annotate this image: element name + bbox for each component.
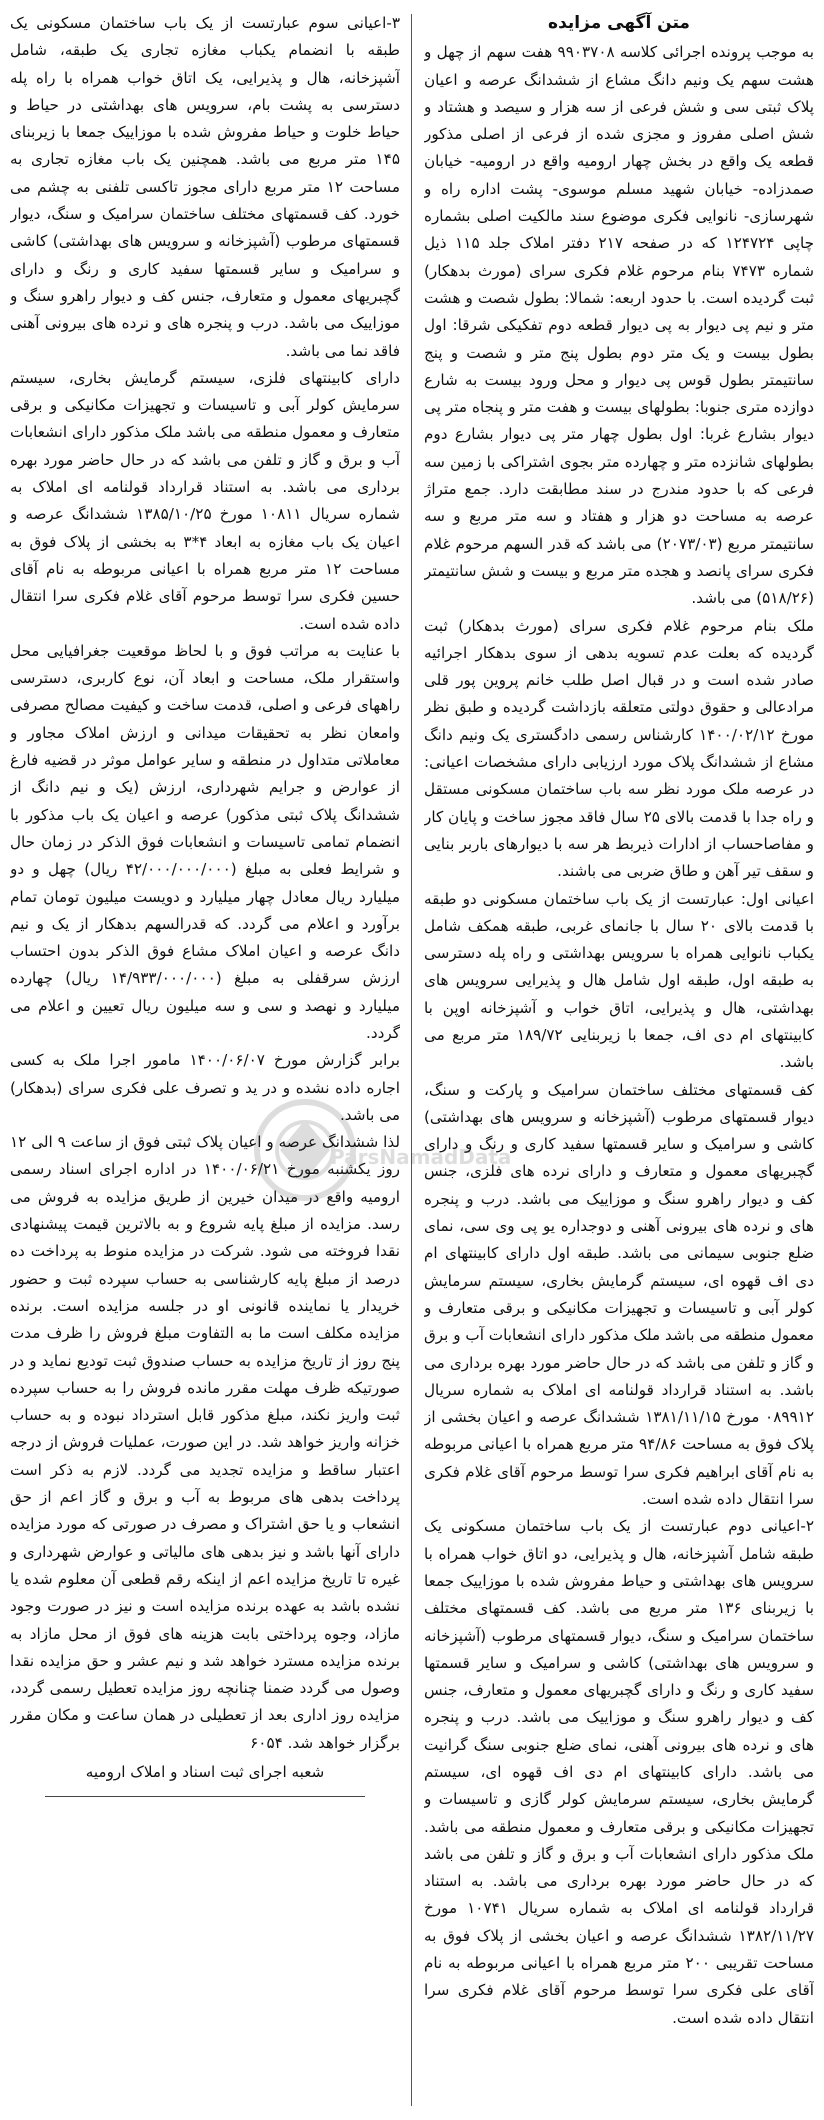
- left-paragraph: دارای کابینتهای فلزی، سیستم گرمایش بخاری، سیستم سرمایش کولر آبی و تاسیسات و تجهیزات مکانیکی و برقی متعارف و معمول منطقه می باشد ملک مذکور دارای انشعابات آب و برق و گاز و تلفن می باشد که در حال حاضر مورد بهره برداری می باشد. به استناد قرارداد قولنامه ای املاک به شماره سریال ۱۰۸۱۱ مورخ ۱۳۸۵/۱۰/۲۵ ششدانگ عرصه و اعیان یک باب مغازه به ابعاد ۴*۳ به بخشی از پلاک فوق به مساحت ۱۲ متر مربع همراه با اعیانی مربوطه به نام آقای حسین فکری سرا توسط مرحوم آقای غلام فکری سرا انتقال داده شده است.: [10, 368, 400, 633]
- signature-line: شعبه اجرای ثبت اسناد و املاک ارومیه: [85, 1763, 325, 1781]
- left-paragraph: ۳-اعیانی سوم عبارتست از یک باب ساختمان مسکونی یک طبقه با انضمام یکباب مغازه تجاری یک طبقه، شامل آشپزخانه، هال و پذیرایی، یک اتاق خواب همراه با راه پله دسترسی به پشت بام، سرویس های بهداشتی در حیاط و حیاط خلوت و حیاط مفروش شده با موزاییک جمعا با زیربنای ۱۴۵ متر مربع می باشد. همچنین یک باب مغازه تجاری به مساحت ۱۲ متر مربع دارای مجوز تاکسی تلفنی به چشم می خورد. کف قسمتهای مختلف ساختمان سرامیک و سنگ، دیوار قسمتهای مرطوب (آشپزخانه و سرویس های بهداشتی) کاشی و سرامیک و سایر قسمتها سفید کاری و رنگ و دارای گچبریهای معمول و متعارف، جنس کف و دیوار راهرو سنگ و موزاییک می باشد. درب و پنجره های و نرده های بیرونی آهنی فاقد نما می باشد.: [10, 14, 400, 360]
- end-rule: [45, 1796, 365, 1797]
- watermark-text: ParsNamadData: [330, 1145, 512, 1169]
- left-paragraph: لذا ششدانگ عرصه و اعیان پلاک ثبتی فوق از ساعت ۹ الی ۱۲ روز یکشنبه مورخ ۱۴۰۰/۰۶/۲۱ در اداره اجرای اسناد رسمی ارومیه واقع در میدان خیرین از طریق مزایده به فروش می رسد. مزایده از مبلغ پایه شروع و به بالاترین قیمت پیشنهادی نقدا فروخته می شود. شرکت در مزایده منوط به پرداخت ده درصد از مبلغ پایه کارشناسی به حساب سپرده ثبت و حضور خریدار یا نماینده قانونی او در جلسه مزایده است. برنده مزایده مکلف است ما به التفاوت مبلغ فروش را ظرف مدت پنج روز از تاریخ مزایده به حساب صندوق ثبت تودیع نماید و در صورتیکه ظرف مهلت مقرر مانده فروش را به حساب سپرده ثبت واریز نکند، مبلغ مذکور قابل استرداد نبوده و به حساب خزانه واریز خواهد شد. در این صورت، عملیات فروش از درجه اعتبار ساقط و مزایده تجدید می گردد. لازم به ذکر است پرداخت بدهی های مربوط به آب و برق و گاز اعم از حق انشعاب و یا حق اشتراک و مصرف در صورتی که مورد مزایده دارای آنها باشد و نیز بدهی های مالیاتی و عوارض شهرداری و غیره تا تاریخ مزایده اعم از اینکه رقم قطعی آن معلوم شده یا نشده باشد به عهده برنده مزایده است و نیز در صورت وجود مازاد، وجوه پرداختی بابت هزینه های فوق از محل مازاد به برنده مزایده مسترد خواهد شد و نیم عشر و حق مزایده نقدا وصول می گردد ضمنا چنانچه روز مزایده تعطیل رسمی گردد، مزایده روز اداری بعد از تعطیلی در همان ساعت و مکان مقرر برگزار خواهد شد. ۶۰۵۴: [10, 1133, 400, 1752]
- right-paragraph: کف قسمتهای مختلف ساختمان سرامیک و پارکت و سنگ، دیوار قسمتهای مرطوب (آشپزخانه و سرویس های بهداشتی) کاشی و سرامیک و سایر قسمتها سفید کاری و رنگ و دارای گچبریهای معمول و متعارف و دارای نرده های فلزی، جنس کف و دیوار راهرو سنگ و موزاییک می باشد. درب و پنجره های و نرده های بیرونی آهنی و دوجداره یو پی وی سی، نمای ضلع جنوبی سیمانی می باشد. طبقه اول دارای کابینتهای ام دی اف قهوه ای، سیستم گرمایش بخاری، سیستم سرمایش کولر آبی و تاسیسات و تجهیزات مکانیکی و برقی متعارف و معمول منطقه می باشد ملک مذکور دارای انشعابات آب و برق و گاز و تلفن می باشد که در حال حاضر مورد بهره برداری می باشد. به استناد قرارداد قولنامه ای املاک به شماره سریال ۰۸۹۹۱۲ مورخ ۱۳۸۱/۱۱/۱۵ ششدانگ عرصه و اعیان بخشی از پلاک فوق به مساحت ۹۴/۸۶ متر مربع همراه با اعیانی مربوطه به نام آقای ابراهیم فکری سرا توسط مرحوم آقای غلام فکری سرا انتقال داده شده است.: [424, 1080, 814, 1509]
- right-paragraph: ملک بنام مرحوم غلام فکری سرای (مورث بدهکار) ثبت گردیده که بعلت عدم تسویه بدهی از سوی بدهکار اجرائیه صادر شده است و در قبال اصل طلب خانم پروین پور قلی مرادعالی و حقوق دولتی متعلقه بازداشت گردیده و طبق نظر مورخ ۱۴۰۰/۰۲/۱۲ کارشناس رسمی دادگستری یک ونیم دانگ مشاع از ششدانگ پلاک مورد ارزیابی دارای مشخصات اعیانی: در عرصه ملک مورد نظر سه باب ساختمان مسکونی مستقل و راه جدا با قدمت بالای ۲۵ سال فاقد مجوز ساخت و پایان کار و مفاصاحساب از ادارات ذیربط هر سه با دیوارهای باربر بنایی و سقف تیر آهن و طاق ضربی می باشند.: [424, 616, 814, 881]
- left-paragraph: برابر گزارش مورخ ۱۴۰۰/۰۶/۰۷ مامور اجرا ملک به کسی اجاره داده نشده و در ید و تصرف علی فکری سرای (بدهکار) می باشد.: [10, 1051, 400, 1124]
- right-paragraph: ۲-اعیانی دوم عبارتست از یک باب ساختمان مسکونی یک طبقه شامل آشپزخانه، هال و پذیرایی، دو اتاق خواب همراه با سرویس های بهداشتی و حیاط مفروش شده با موزاییک جمعا با زیربنای ۱۳۶ متر مربع می باشد. کف قسمتهای مختلف ساختمان سرامیک و سنگ، دیوار قسمتهای مرطوب (آشپزخانه و سرویس های بهداشتی) کاشی و سرامیک و سایر قسمتها سفید کاری و رنگ و دارای گچبریهای معمول و متعارف، جنس کف و دیوار راهرو سنگ و موزاییک می باشد. درب و پنجره های و نرده های بیرونی آهنی، نمای ضلع جنوبی سنگ گرانیت می باشد. دارای کابینتهای ام دی اف قهوه ای، سیستم گرمایش بخاری، سیستم سرمایش کولر گازی و تاسیسات و تجهیزات مکانیکی و برقی متعارف و معمول منطقه می باشد. ملک مذکور دارای انشعابات آب و برق و گاز و تلفن می باشد که در حال حاضر مورد بهره برداری می باشد. به استناد قرارداد قولنامه ای املاک به شماره سریال ۱۰۷۴۱ مورخ ۱۳۸۲/۱۱/۲۷ ششدانگ عرصه و اعیان بخشی از پلاک فوق به مساحت تقریبی ۲۰۰ متر مربع همراه با اعیانی مربوطه به نام آقای علی فکری سرا توسط مرحوم آقای غلام فکری سرا انتقال داده شده است.: [424, 1517, 814, 2027]
- left-column: [10, 10, 400, 2110]
- notice-title: متن آگهی مزایده: [548, 13, 690, 33]
- column-divider: [411, 14, 412, 2106]
- left-paragraph: با عنایت به مراتب فوق و با لحاظ موقعیت جغرافیایی محل واستقرار ملک، مساحت و ابعاد آن، نوع کاربری، دسترسی راههای فرعی و اصلی، قدمت ساخت و کیفیت مصالح مصرفی وامعان نظر به تحقیقات میدانی و ارزش املاک مجاور و معاملاتی متداول در منطقه و سایر عوامل موثر در قضیه فارغ از عوارض و جرایم شهرداری، ارزش (یک و نیم دانگ از ششدانگ پلاک ثبتی مذکور) عرصه و اعیان یک باب مذکور با انضمام تمامی تاسیسات و انشعابات فوق الذکر در زمان حال و شرایط فعلی به مبلغ (۴۲/۰۰۰/۰۰۰/۰۰۰ ریال) چهل و دو میلیارد ریال معادل چهار میلیارد و دویست میلیون تومان تمام برآورد و اعلام می گردد. که قدرالسهم بدهکار از یک و نیم دانگ عرصه و اعیان املاک مشاع فوق الذکر بدون احتساب ارزش سرقفلی به مبلغ (۱۴/۹۳۳/۰۰۰/۰۰۰ ریال) چهارده میلیارد و نهصد و سی و سه میلیون ریال تعیین و اعلام می گردد.: [10, 641, 400, 1042]
- right-paragraph: به موجب پرونده اجرائی کلاسه ۹۹۰۳۷۰۸ هفت سهم از چهل و هشت سهم یک ونیم دانگ مشاع از ششدانگ عرصه و اعیان پلاک ثبتی سی و شش فرعی از سه هزار و سیصد و هشتاد و شش اصلی مفروز و مجزی شده از فرعی از اصلی مذکور قطعه یک واقع در بخش چهار ارومیه واقع در ارومیه- خیابان صمدزاده- خیابان شهید مسلم موسوی- پشت اداره راه و شهرسازی- نانوایی فکری موضوع سند مالکیت اصلی بشماره چاپی ۱۲۴۷۲۴ که در صفحه ۲۱۷ دفتر املاک جلد ۱۱۵ ذیل شماره ۷۴۷۳ بنام مرحوم غلام فکری سرای (مورث بدهکار) ثبت گردیده است. با حدود اربعه: شمالا: بطول شصت و هشت متر و نیم پی دیوار به پی دیوار قطعه دوم تفکیکی شرقا: اول بطول بیست و یک متر دوم بطول پنج متر و شصت و پنج سانتیمتر بطول قوس پی دیوار و محل ورود بیست به شارع دوازده متری جنوبا: بطولهای بیست و هفت متر و پنجاه متر پی دیوار بشارع غربا: اول بطول چهار متر پی دیوار بشارع دوم بطولهای شانزده متر و چهارده متر بجوی اشتراکی با زمین سه فرعی که با حدود مندرج در سند مطابقت دارد. جمع متراژ عرصه به مساحت دو هزار و هفتاد و سه متر مربع و سه سانتیمتر مربع (۲۰۷۳/۰۳) می باشد که قدر السهم مرحوم غلام فکری سرای پانصد و هجده متر مربع و بیست و شش سانتیمتر (۵۱۸/۲۶) می باشد.: [424, 43, 814, 608]
- right-paragraph: اعیانی اول: عبارتست از یک باب ساختمان مسکونی دو طبقه با قدمت بالای ۲۰ سال با جانمای غربی، طبقه همکف شامل یکباب نانوایی همراه با سرویس بهداشتی و راه پله دسترسی به طبقه اول، طبقه اول شامل هال و پذیرایی سرویس های بهداشتی، هال و پذیرایی، اتاق خواب و آشپزخانه اوپن با کابینتهای ام دی اف، جمعا با زیربنایی ۱۸۹/۷۲ متر مربع می باشد.: [424, 889, 814, 1072]
- right-column: [424, 10, 814, 2110]
